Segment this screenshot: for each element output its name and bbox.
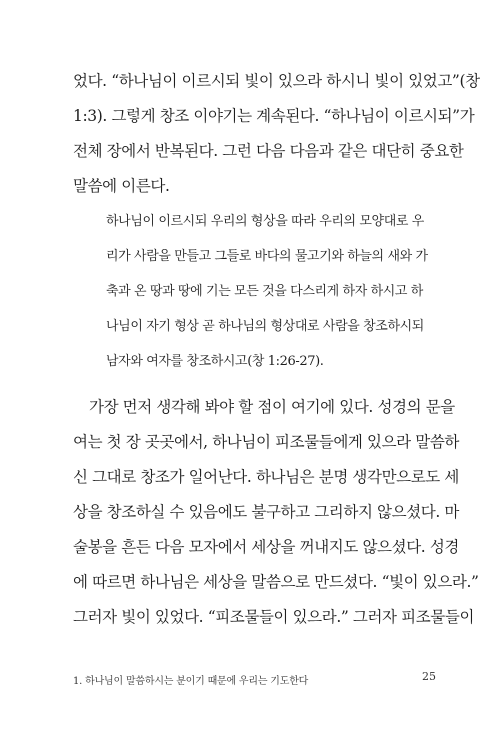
quote-line: 남자와 여자를 창조하시고(창 1:26-27). xyxy=(106,354,324,369)
text-line: 그러자 빛이 있었다. “피조물들이 있으라.” 그러자 피조물들이 xyxy=(73,608,475,626)
text-line: 전체 장에서 반복된다. 그런 다음 다음과 같은 대단히 중요한 xyxy=(73,142,464,160)
text-line: 신 그대로 창조가 일어난다. 하나님은 분명 생각만으로도 세 xyxy=(73,468,459,486)
quote-line: 리가 사람을 만들고 그들로 바다의 물고기와 하늘의 새와 가 xyxy=(106,249,428,264)
text-line: 여는 첫 장 곳곳에서, 하나님이 피조물들에게 있으라 말씀하 xyxy=(73,433,459,451)
text-line: 었다. “하나님이 이르시되 빛이 있으라 하시니 빛이 있었고”(창 xyxy=(73,72,480,90)
text-line: 상을 창조하실 수 있음에도 불구하고 그리하지 않으셨다. 마 xyxy=(73,503,459,521)
text-line: 술봉을 흔든 다음 모자에서 세상을 꺼내지도 않으셨다. 성경 xyxy=(73,538,459,556)
body-paragraph-1 xyxy=(73,64,480,204)
text-line: 가장 먼저 생각해 봐야 할 점이 여기에 있다. 성경의 문을 xyxy=(89,398,455,416)
scripture-quote xyxy=(106,204,436,379)
body-paragraph-2 xyxy=(73,390,479,635)
quote-line: 하나님이 이르시되 우리의 형상을 따라 우리의 모양대로 우 xyxy=(106,214,424,229)
page-number: 25 xyxy=(422,670,436,683)
text-line: 에 따르면 하나님은 세상을 말씀으로 만드셨다. “빛이 있으라.” xyxy=(73,573,479,591)
quote-line: 나님이 자기 형상 곧 하나님의 형상대로 사람을 창조하시되 xyxy=(106,319,424,334)
text-line: 1:3). 그렇게 창조 이야기는 계속된다. “하나님이 이르시되”가 xyxy=(73,107,475,125)
text-line: 말씀에 이른다. xyxy=(73,177,170,195)
quote-line: 축과 온 땅과 땅에 기는 모든 것을 다스리게 하자 하시고 하 xyxy=(106,284,423,299)
running-footer-title: 1. 하나님이 말씀하시는 분이기 때문에 우리는 기도한다 xyxy=(73,676,309,687)
